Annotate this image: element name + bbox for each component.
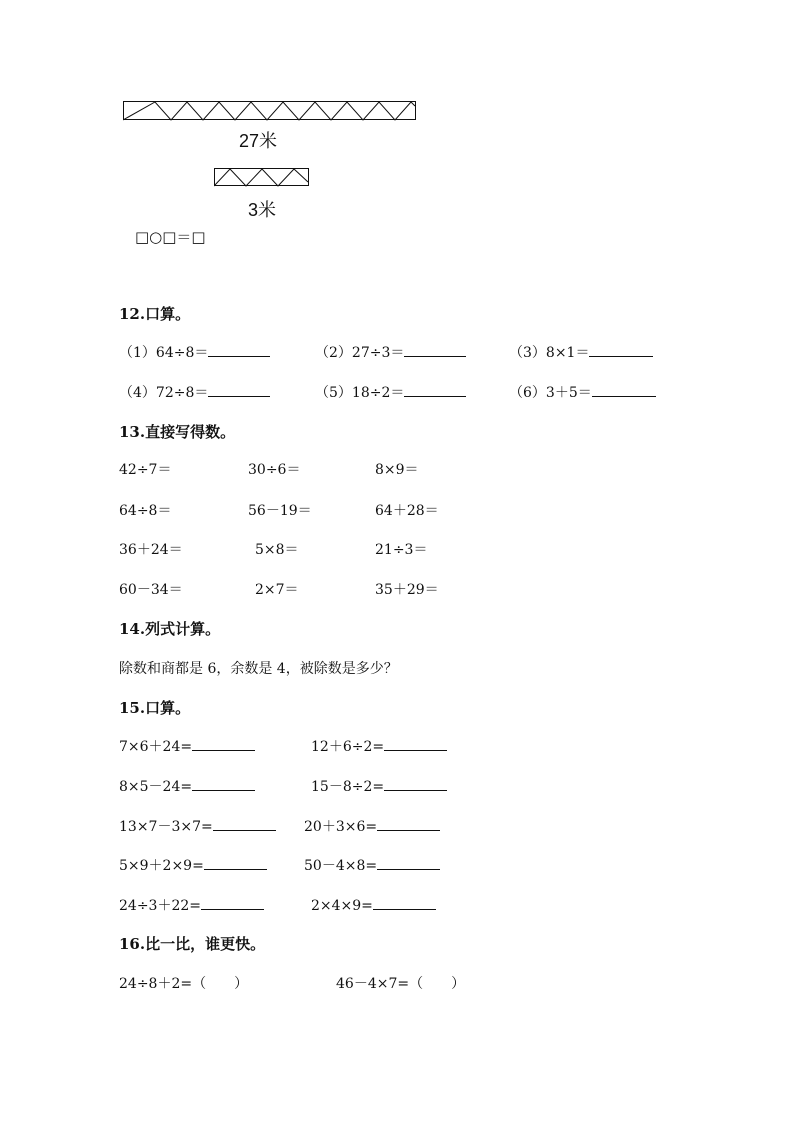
answer-blank[interactable] [208, 384, 270, 397]
q12-item-5 [315, 384, 466, 402]
q15-item [311, 897, 436, 915]
answer-blank[interactable] [404, 384, 466, 397]
q13-cell: 21÷3＝ [375, 542, 428, 558]
q16-title: 16.比一比，谁更快。 [119, 935, 266, 953]
q12-item-4-text: （4）72÷8＝ [119, 385, 209, 401]
q13-cell: 36＋24＝ [119, 542, 183, 558]
q15-item-text: 20＋3×6= [304, 819, 378, 835]
q13-cell: 8×9＝ [375, 462, 419, 478]
q15-item [304, 857, 440, 875]
q15-item-text: 24÷3＋22= [119, 898, 201, 914]
q13-cell: 2×7＝ [255, 582, 299, 598]
q15-item-text: 5×9＋2×9= [119, 858, 204, 874]
q12-item-1 [119, 344, 270, 362]
answer-blank[interactable] [373, 897, 436, 910]
q13-cell: 5×8＝ [255, 542, 299, 558]
answer-blank[interactable] [201, 897, 264, 910]
answer-blank[interactable] [589, 344, 653, 357]
q15-item [119, 778, 255, 796]
q15-item [119, 818, 276, 836]
q13-cell: 64＋28＝ [375, 503, 439, 519]
short-truss-label: 3米 [248, 200, 277, 220]
q15-title: 15.口算。 [119, 699, 191, 717]
q16-item-2: 46－4×7=（ ） [336, 976, 466, 992]
q15-item-text: 2×4×9= [311, 898, 373, 914]
q15-item-text: 50－4×8= [304, 858, 378, 874]
answer-blank[interactable] [208, 344, 270, 357]
answer-blank[interactable] [384, 738, 447, 751]
q15-item-text: 8×5－24= [119, 779, 193, 795]
q12-item-4 [119, 384, 270, 402]
q12-item-2-text: （2）27÷3＝ [315, 345, 405, 361]
q13-cell: 56－19＝ [248, 503, 312, 519]
q14-title: 14.列式计算。 [119, 620, 221, 638]
answer-blank[interactable] [592, 384, 656, 397]
long-truss-label: 27米 [239, 131, 278, 151]
answer-blank[interactable] [404, 344, 466, 357]
q15-item [119, 857, 267, 875]
q13-cell: 42÷7＝ [119, 462, 172, 478]
q12-item-1-text: （1）64÷8＝ [119, 345, 209, 361]
q13-cell: 35＋29＝ [375, 582, 439, 598]
q15-item [304, 818, 440, 836]
q15-item [119, 738, 255, 756]
q15-item-text: 13×7－3×7= [119, 819, 213, 835]
short-truss-figure [214, 168, 310, 188]
q15-item [311, 738, 447, 756]
answer-blank[interactable] [192, 738, 255, 751]
formula-boxes: □○□＝□ [135, 228, 206, 246]
q15-item [311, 778, 447, 796]
q12-item-6-text: （6）3＋5＝ [509, 385, 592, 401]
answer-blank[interactable] [192, 778, 255, 791]
q13-cell: 60－34＝ [119, 582, 183, 598]
q15-item-text: 7×6＋24= [119, 739, 193, 755]
q12-item-5-text: （5）18÷2＝ [315, 385, 405, 401]
q13-cell: 30÷6＝ [248, 462, 301, 478]
answer-blank[interactable] [204, 857, 267, 870]
q12-item-2 [315, 344, 466, 362]
q14-question: 除数和商都是 6，余数是 4，被除数是多少？ [119, 661, 398, 677]
q16-item-1: 24÷8＋2=（ ） [119, 976, 249, 992]
answer-blank[interactable] [213, 818, 276, 831]
q12-item-3 [509, 344, 653, 362]
q13-cell: 64÷8＝ [119, 503, 172, 519]
q12-item-6 [509, 384, 656, 402]
q15-item-text: 12＋6÷2= [311, 739, 385, 755]
long-truss-figure [123, 101, 417, 122]
answer-blank[interactable] [384, 778, 447, 791]
q12-item-3-text: （3）8×1＝ [509, 345, 590, 361]
q15-item-text: 15－8÷2= [311, 779, 385, 795]
answer-blank[interactable] [377, 857, 440, 870]
q15-item [119, 897, 264, 915]
q13-title: 13.直接写得数。 [119, 423, 236, 441]
answer-blank[interactable] [377, 818, 440, 831]
q12-title: 12.口算。 [119, 305, 191, 323]
